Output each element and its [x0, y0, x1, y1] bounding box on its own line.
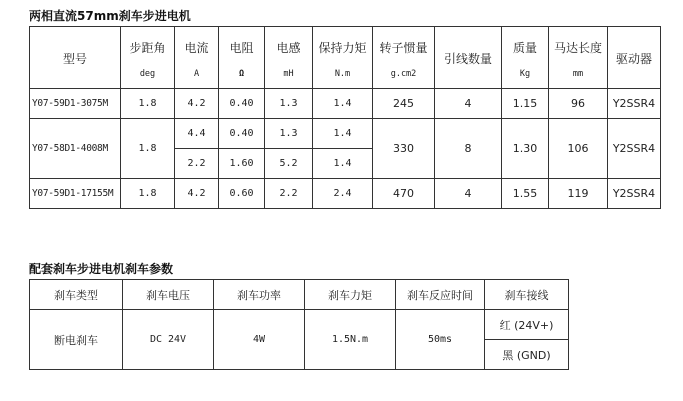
cell-current: 2.2 — [175, 149, 219, 179]
cell-inductance: 1.3 — [265, 89, 313, 119]
cell-inertia: 245 — [373, 89, 435, 119]
header-holding-torque: 保持力矩 N.m — [313, 27, 373, 89]
cell-inertia: 330 — [373, 119, 435, 179]
motor-spec-table — [29, 26, 661, 209]
cell-resistance: 0.40 — [219, 89, 265, 119]
cell-wiring-red: 红 (24V+) — [485, 310, 569, 340]
header-step-angle: 步距角 deg — [121, 27, 175, 89]
cell-current: 4.2 — [175, 89, 219, 119]
cell-brake-torque: 1.5N.m — [305, 310, 396, 370]
header-rotor-inertia: 转子惯量 g.cm2 — [373, 27, 435, 89]
header-motor-length: 马达长度 mm — [549, 27, 608, 89]
header-inductance: 电感 mH — [265, 27, 313, 89]
cell-resistance: 0.40 — [219, 119, 265, 149]
cell-length: 96 — [549, 89, 608, 119]
brake-header-row — [30, 280, 569, 310]
cell-length: 119 — [549, 179, 608, 209]
table-row — [30, 119, 661, 149]
cell-step: 1.8 — [121, 89, 175, 119]
header-driver: 驱动器 — [608, 27, 661, 89]
cell-leads: 4 — [435, 89, 502, 119]
cell-current: 4.2 — [175, 179, 219, 209]
cell-wiring-black: 黑 (GND) — [485, 340, 569, 370]
cell-resistance: 0.60 — [219, 179, 265, 209]
cell-torque: 1.4 — [313, 119, 373, 149]
brake-table-title: 配套刹车步进电机刹车参数 — [29, 262, 174, 276]
brake-spec-table — [29, 279, 569, 370]
table-row — [30, 179, 661, 209]
header-brake-torque: 刹车力矩 — [305, 280, 396, 310]
header-brake-response: 刹车反应时间 — [396, 280, 485, 310]
header-mass: 质量 Kg — [502, 27, 549, 89]
header-resistance: 电阻 Ω — [219, 27, 265, 89]
cell-driver: Y2SSR4 — [608, 119, 661, 179]
cell-inertia: 470 — [373, 179, 435, 209]
table-row — [30, 89, 661, 119]
cell-leads: 8 — [435, 119, 502, 179]
cell-step: 1.8 — [121, 179, 175, 209]
header-current: 电流 A — [175, 27, 219, 89]
cell-brake-response: 50ms — [396, 310, 485, 370]
cell-current: 4.4 — [175, 119, 219, 149]
cell-torque: 2.4 — [313, 179, 373, 209]
header-brake-power: 刹车功率 — [214, 280, 305, 310]
header-lead-count: 引线数量 — [435, 27, 502, 89]
cell-brake-type: 断电刹车 — [30, 310, 123, 370]
motor-table-title: 两相直流57mm刹车步进电机 — [29, 9, 191, 23]
cell-brake-voltage: DC 24V — [123, 310, 214, 370]
cell-brake-power: 4W — [214, 310, 305, 370]
motor-header-row — [30, 27, 661, 89]
cell-driver: Y2SSR4 — [608, 179, 661, 209]
header-brake-wiring: 刹车接线 — [485, 280, 569, 310]
cell-torque: 1.4 — [313, 149, 373, 179]
header-model: 型号 — [30, 27, 121, 89]
cell-inductance: 5.2 — [265, 149, 313, 179]
cell-inductance: 2.2 — [265, 179, 313, 209]
cell-step: 1.8 — [121, 119, 175, 179]
cell-model: Y07-58D1-4008M — [30, 119, 121, 179]
cell-resistance: 1.60 — [219, 149, 265, 179]
cell-mass: 1.15 — [502, 89, 549, 119]
cell-driver: Y2SSR4 — [608, 89, 661, 119]
cell-model: Y07-59D1-3075M — [30, 89, 121, 119]
table-row — [30, 310, 569, 340]
cell-mass: 1.30 — [502, 119, 549, 179]
cell-torque: 1.4 — [313, 89, 373, 119]
cell-mass: 1.55 — [502, 179, 549, 209]
header-brake-type: 刹车类型 — [30, 280, 123, 310]
header-brake-voltage: 刹车电压 — [123, 280, 214, 310]
cell-model: Y07-59D1-17155M — [30, 179, 121, 209]
cell-leads: 4 — [435, 179, 502, 209]
cell-length: 106 — [549, 119, 608, 179]
cell-inductance: 1.3 — [265, 119, 313, 149]
